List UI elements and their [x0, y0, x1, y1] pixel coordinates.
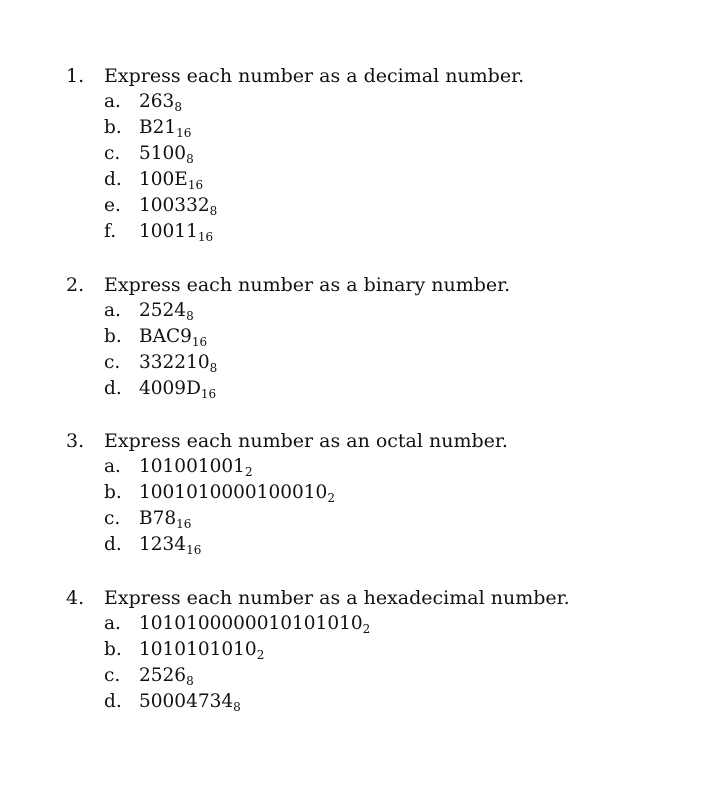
question-3 [66, 428, 706, 558]
list-item [66, 689, 706, 715]
question-items [66, 298, 706, 402]
item-value: 101001001 [139, 456, 245, 477]
item-value: 263 [139, 91, 175, 112]
item-base: 8 [209, 361, 218, 375]
item-value: 4009D [139, 378, 201, 399]
question-prompt: Express each number as an octal number. [104, 430, 508, 452]
item-value: 100E [139, 169, 188, 190]
item-value: BAC9 [139, 326, 192, 347]
list-item [66, 480, 706, 506]
question-2 [66, 272, 706, 402]
item-letter: a. [104, 91, 121, 112]
item-letter: e. [104, 195, 121, 216]
list-item [66, 141, 706, 167]
item-letter: c. [104, 352, 121, 373]
item-letter: b. [104, 117, 122, 138]
item-letter: a. [104, 456, 121, 477]
item-letter: f. [104, 221, 117, 242]
item-value: 332210 [139, 352, 210, 373]
item-letter: a. [104, 300, 121, 321]
list-item [66, 167, 706, 193]
item-base: 16 [176, 517, 192, 531]
item-value: 1010101010 [139, 639, 257, 660]
list-item [66, 298, 706, 324]
item-value: 5100 [139, 143, 187, 164]
item-base: 16 [186, 543, 202, 557]
item-letter: c. [104, 143, 121, 164]
item-base: 2 [256, 648, 265, 662]
item-base: 16 [197, 230, 214, 244]
item-base: 8 [174, 100, 182, 114]
list-item [66, 350, 706, 376]
item-value: 1234 [139, 534, 187, 555]
item-value: 10011 [139, 221, 198, 242]
question-4 [66, 585, 706, 715]
item-letter: c. [104, 508, 121, 529]
item-letter: d. [104, 691, 122, 712]
item-base: 8 [233, 700, 241, 714]
question-heading [66, 585, 706, 611]
item-letter: b. [104, 326, 122, 347]
item-base: 16 [191, 335, 208, 349]
item-base: 8 [186, 309, 194, 323]
item-base: 8 [209, 204, 218, 218]
question-number: 3. [66, 430, 85, 452]
item-value: 50004734 [139, 691, 234, 712]
item-base: 2 [327, 491, 335, 505]
list-item [66, 454, 706, 480]
list-item [66, 506, 706, 532]
question-1 [66, 63, 706, 245]
item-base: 2 [362, 622, 371, 636]
question-number: 4. [66, 587, 85, 609]
list-item [66, 324, 706, 350]
question-prompt: Express each number as a binary number. [104, 274, 511, 296]
item-base: 2 [244, 465, 253, 479]
item-base: 16 [187, 178, 204, 192]
question-prompt: Express each number as a hexadecimal number. [104, 587, 570, 609]
item-value: B78 [139, 508, 177, 529]
question-heading [66, 272, 706, 298]
item-value: 100332 [139, 195, 210, 216]
question-items [66, 454, 706, 558]
list-item [66, 193, 706, 219]
question-number: 2. [66, 274, 85, 296]
item-letter: b. [104, 482, 122, 503]
item-base: 16 [176, 126, 192, 140]
item-value: 1010100000010101010 [139, 613, 363, 634]
question-items [66, 611, 706, 715]
item-base: 16 [200, 387, 217, 401]
item-value: 2526 [139, 665, 187, 686]
item-letter: c. [104, 665, 121, 686]
question-heading [66, 63, 706, 89]
question-prompt: Express each number as a decimal number. [104, 65, 525, 87]
item-letter: b. [104, 639, 122, 660]
item-letter: d. [104, 169, 122, 190]
item-base: 8 [186, 674, 194, 688]
question-heading [66, 428, 706, 454]
question-items [66, 89, 706, 245]
list-item [66, 611, 706, 637]
list-item [66, 532, 706, 558]
list-item [66, 89, 706, 115]
item-value: B21 [139, 117, 177, 138]
item-value: 2524 [139, 300, 187, 321]
list-item [66, 376, 706, 402]
list-item [66, 115, 706, 141]
item-base: 8 [186, 152, 194, 166]
list-item [66, 637, 706, 663]
item-value: 1001010000100010 [139, 482, 328, 503]
item-letter: d. [104, 378, 122, 399]
question-number: 1. [66, 65, 85, 87]
item-letter: a. [104, 613, 121, 634]
list-item [66, 219, 706, 245]
item-letter: d. [104, 534, 122, 555]
list-item [66, 663, 706, 689]
